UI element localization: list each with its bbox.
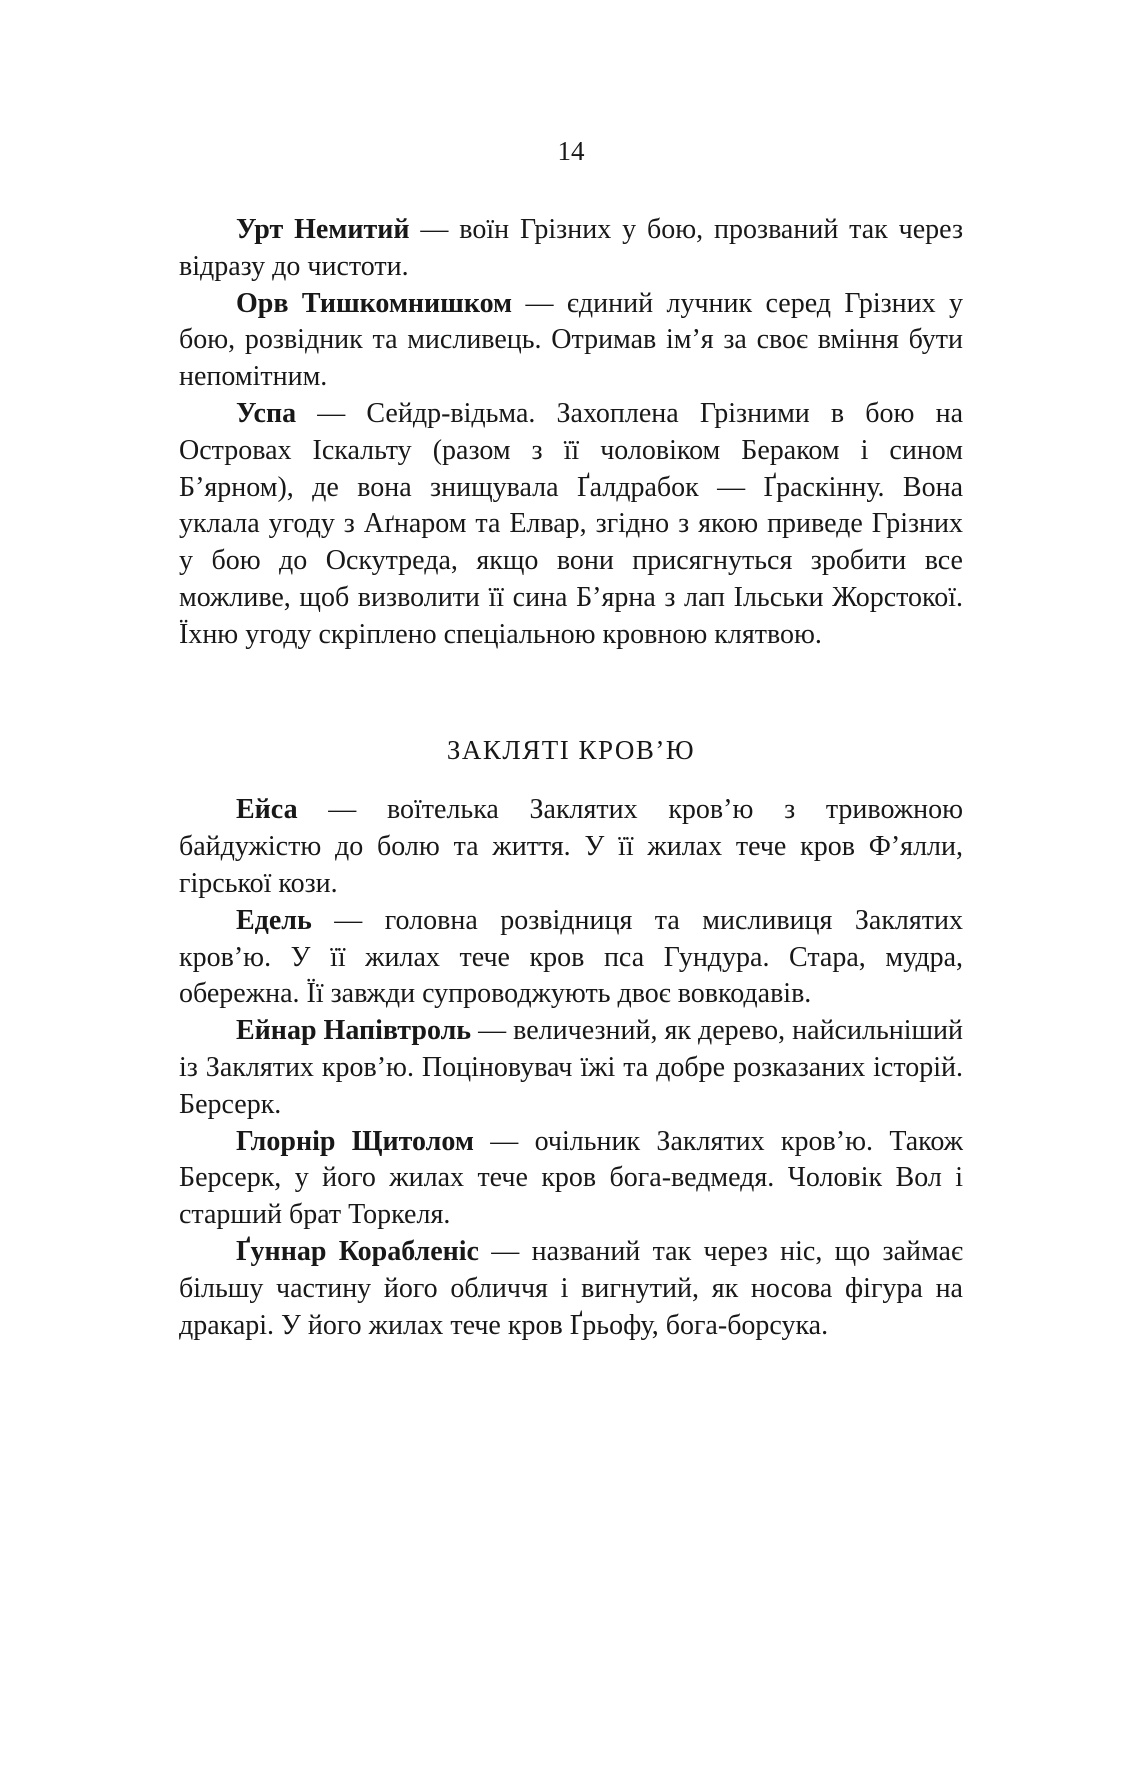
character-entry xyxy=(179,792,963,902)
character-name: Ґуннар Корабленіс xyxy=(236,1235,479,1267)
character-description: — єдиний лучник серед Грізних у бою, розвідник та мисливець. Отримав ім’я за своє вміння бути непомітним. xyxy=(179,287,964,393)
character-entry xyxy=(179,1124,963,1234)
character-name: Успа xyxy=(236,397,297,429)
character-entry xyxy=(179,1234,963,1344)
character-name: Глорнір Щитолом xyxy=(236,1125,474,1157)
character-description: — воїн Грізних у бою, прозваний так через відразу до чистоти. xyxy=(179,214,964,282)
character-description: — головна розвідниця та мисливиця Заклятих кров’ю. У її жилах тече кров пса Гундура. Стара, мудра, обережна. Її завжди супроводжують двоє вовкодавів. xyxy=(179,904,963,1010)
page-number: 14 xyxy=(557,136,585,166)
character-description: — очільник Заклятих кров’ю. Також Берсерк, у його жилах тече кров бога-ведмедя. Чоловік Вол і старший брат Торкеля. xyxy=(179,1125,963,1231)
character-name: Ейса xyxy=(236,794,298,826)
character-entry xyxy=(179,396,963,654)
character-description: — величезний, як дерево, найсильніший із Заклятих кров’ю. Поціновувач їжі та добре розказаних історій. Берсерк. xyxy=(179,1015,964,1120)
character-description: — названий так через ніс, що займає більшу частину його обличчя і вигнутий, як носова фігура на дракарі. У його жилах тече кров Ґрьофу, бога-борсука. xyxy=(179,1235,963,1341)
character-description: — Сейдр-відьма. Захоплена Грізними в бою на Островах Іскальту (разом з її чоловіком Бераком і сином Б’ярном), де вона знищувала Ґалдрабок — Ґраскінну. Вона уклала угоду з Аґнаром та Елвар, згідно з якою приведе Грізних у бою до Оскутреда, якщо вони присягнуться зробити все можливе, щоб визволити її сина Б’ярна з лап Ільськи Жорстокої. Їхню угоду скріплено спеціальною кровною клятвою. xyxy=(179,397,964,650)
character-description: — воїтелька Заклятих кров’ю з тривожною байдужістю до болю та життя. У її жилах тече кров Ф’ялли, гірської кози. xyxy=(179,794,963,899)
character-entry xyxy=(179,286,963,396)
character-name: Урт Немитий xyxy=(236,214,410,245)
character-entry xyxy=(179,903,963,1013)
section-heading: ЗАКЛЯТІ КРОВ’Ю xyxy=(446,734,696,765)
character-entry xyxy=(179,1013,963,1123)
character-name: Ейнар Напівтроль xyxy=(236,1015,472,1047)
character-entry xyxy=(179,212,963,286)
character-name: Орв Тишкомнишком xyxy=(236,287,513,319)
character-name: Едель xyxy=(236,904,312,936)
text-block xyxy=(179,212,963,1344)
